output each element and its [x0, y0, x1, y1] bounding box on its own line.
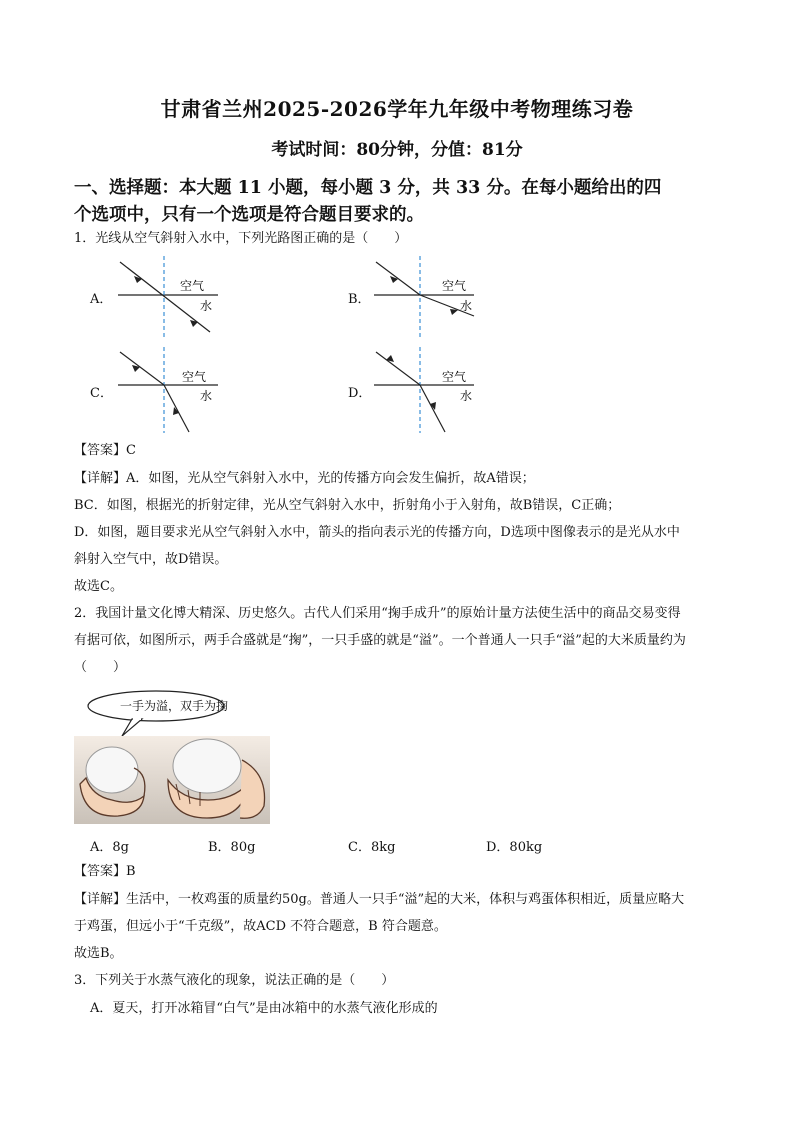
q1-option-a-air: 空气 — [180, 279, 205, 293]
q1-option-d-air: 空气 — [442, 370, 467, 384]
q1-option-b-air: 空气 — [442, 279, 467, 293]
q2-option-a: A．8g — [90, 840, 129, 855]
q1-option-c-letter: C． — [90, 386, 113, 401]
q2-explain-2: 于鸡蛋，但远小于“千克级”，故ACD 不符合题意，B 符合题意。 — [74, 919, 447, 934]
q1-explain-2: BC．如图，根据光的折射定律，光从空气斜射入水中，折射角小于入射角，故B错误，C正确； — [74, 498, 621, 513]
q1-option-c-diagram — [110, 345, 230, 435]
q2-stem-3: （ ） — [74, 660, 127, 675]
q1-option-c-water: 水 — [200, 389, 213, 403]
q2-stem-2: 有据可依，如图所示，两手合盛就是“掬”，一只手盛的就是“溢”。一个普通人一只手“溢”起的大米质量约为 — [74, 633, 686, 648]
q1-option-c-air: 空气 — [182, 370, 207, 384]
q1-option-a-diagram — [110, 252, 230, 342]
section-heading — [74, 175, 734, 229]
q3-option-a: A．夏天，打开冰箱冒“白气”是由冰箱中的水蒸气液化形成的 — [90, 1001, 438, 1016]
q2-bubble-text: 一手为溢，双手为掬 — [119, 699, 228, 713]
q1-option-a-letter: A． — [90, 292, 113, 307]
q1-choose: 故选C。 — [74, 579, 123, 594]
q1-option-b-letter: B． — [348, 292, 371, 307]
q2-option-c: C．8kg — [348, 840, 396, 855]
q1-explain-1: 【详解】A．如图，光从空气斜射入水中，光的传播方向会发生偏折，故A错误； — [74, 471, 535, 486]
exam-info: 考试时间：80分钟，分值：81分 — [271, 140, 523, 160]
q1-option-b-water: 水 — [460, 299, 473, 313]
q2-stem-1: 2．我国计量文化博大精深、历史悠久。古代人们采用“掬手成升”的原始计量方法使生活中的商品交易变得 — [74, 606, 681, 621]
section-heading-line-2: 个选项中，只有一个选项是符合题目要求的。 — [74, 205, 424, 225]
q2-option-b: B．80g — [208, 840, 256, 855]
q1-explain-3: D．如图，题目要求光从空气斜射入水中，箭头的指向表示光的传播方向，D选项中图像表示的是光从水中 — [74, 525, 680, 540]
page-title: 甘肃省兰州2025-2026学年九年级中考物理练习卷 — [160, 97, 634, 121]
q2-explain-1: 【详解】生活中，一枚鸡蛋的质量约50g。普通人一只手“溢”起的大米，体积与鸡蛋体积相近，质量应略大 — [74, 892, 685, 907]
q1-answer: 【答案】C — [74, 443, 136, 458]
q1-explain-4: 斜射入空气中，故D错误。 — [74, 552, 228, 567]
q1-option-b-diagram — [366, 252, 486, 342]
section-heading-line-1: 一、选择题：本大题 11 小题，每小题 3 分，共 33 分。在每小题给出的四 — [74, 178, 662, 198]
q1-option-d-diagram — [366, 345, 486, 435]
q1-option-d-letter: D． — [348, 386, 372, 401]
q1-option-a-water: 水 — [200, 299, 213, 313]
q1-stem: 1．光线从空气斜射入水中，下列光路图正确的是（ ） — [74, 231, 408, 246]
q2-choose: 故选B。 — [74, 946, 123, 961]
q3-stem: 3．下列关于水蒸气液化的现象，说法正确的是（ ） — [74, 973, 395, 988]
q1-option-d-water: 水 — [460, 389, 473, 403]
q2-option-d: D．80kg — [486, 840, 543, 855]
q2-answer: 【答案】B — [74, 864, 136, 879]
